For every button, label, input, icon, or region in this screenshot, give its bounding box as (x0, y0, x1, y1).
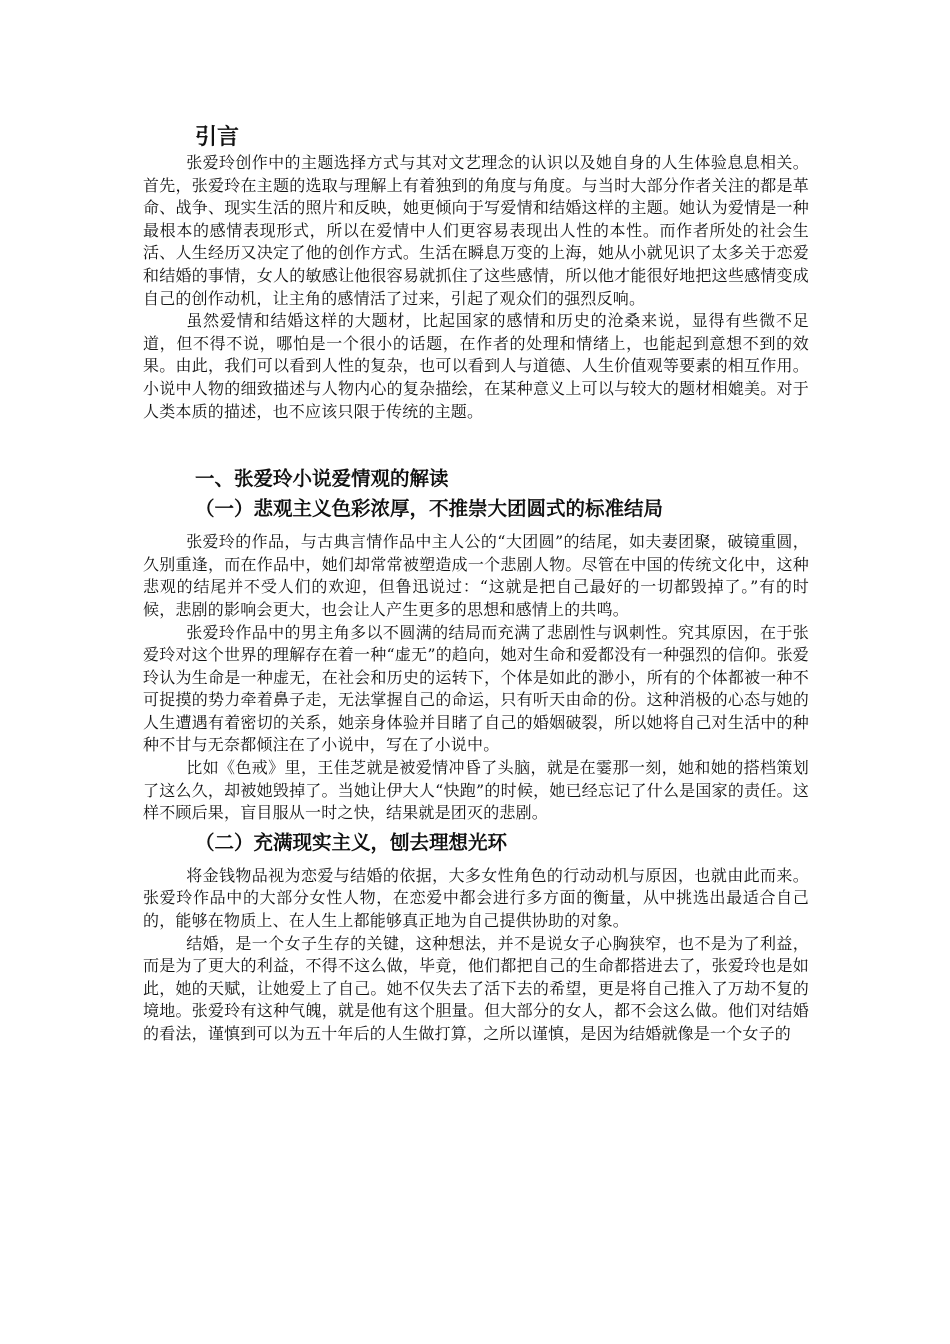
document-body (143, 124, 809, 1046)
subsection-2-paragraph-1: 将金钱物品视为恋爱与结婚的依据，大多女性角色的行动动机与原因，也就由此而来。张爱玲作品中的大部分女性人物，在恋爱中都会进行多方面的衡量，从中挑选出最适合自己的，能够在物质上、在人生上都能够真正地为自己提供协助的对象。 (143, 865, 809, 931)
intro-heading: 引言 (195, 125, 240, 150)
subsection-1-paragraph-1: 张爱玲的作品，与古典言情作品中主人公的“大团圆”的结尾，如夫妻团聚，破镜重圆，久别重逢，而在作品中，她们却常常被塑造成一个悲剧人物。尽管在中国的传统文化中，这种悲观的结尾并不受人们的欢迎，但鲁迅说过：“这就是把自己最好的一切都毁掉了。”有的时候，悲剧的影响会更大，也会让人产生更多的思想和感情上的共鸣。 (143, 532, 809, 619)
intro-paragraph-2: 虽然爱情和结婚这样的大题材，比起国家的感情和历史的沧桑来说，显得有些微不足道，但不得不说，哪怕是一个很小的话题，在作者的处理和情绪上，也能起到意想不到的效果。由此，我们可以看到人性的复杂，也可以看到人与道德、人生价值观等要素的相互作用。小说中人物的细致描述与人物内心的复杂描绘，在某种意义上可以与较大的题材相媲美。对于人类本质的描述，也不应该只限于传统的主题。 (143, 311, 809, 421)
subsection-1-paragraph-2: 张爱玲作品中的男主角多以不圆满的结局而充满了悲剧性与讽刺性。究其原因，在于张爱玲对这个世界的理解存在着一种“虚无”的趋向，她对生命和爱都没有一种强烈的信仰。张爱玲认为生命是一种虚无，在社会和历史的运转下，个体是如此的渺小，所有的个体都被一种不可捉摸的势力牵着鼻子走，无法掌握自己的命运，只有听天由命的份。这种消极的心态与她的人生遭遇有着密切的关系，她亲身体验并目睹了自己的婚姻破裂，所以她将自己对生活中的种种不甘与无奈都倾注在了小说中，写在了小说中。 (143, 622, 809, 755)
intro-paragraph-1: 张爱玲创作中的主题选择方式与其对文艺理念的认识以及她自身的人生体验息息相关。首先，张爱玲在主题的选取与理解上有着独到的角度与角度。与当时大部分作者关注的都是革命、战争、现实生活的照片和反映，她更倾向于写爱情和结婚这样的主题。她认为爱情是一种最根本的感情表现形式，所以在爱情中人们更容易表现出人性的本性。而作者所处的社会生活、人生经历又决定了他的创作方式。生活在瞬息万变的上海，她从小就见识了太多关于恋爱和结婚的事情，女人的敏感让他很容易就抓住了这些感情，所以他才能很好地把这些感情变成自己的创作动机，让主角的感情活了过来，引起了观众们的强烈反响。 (143, 153, 809, 308)
subsection-2-heading: （二）充满现实主义，刨去理想光环 (195, 830, 508, 854)
section-1-heading: 一、张爱玲小说爱情观的解读 (195, 467, 449, 491)
subsection-1-heading: （一）悲观主义色彩浓厚，不推崇大团圆式的标准结局 (195, 497, 664, 521)
subsection-1-paragraph-3: 比如《色戒》里，王佳芝就是被爱情冲昏了头脑，就是在霎那一刻，她和她的搭档策划了这么久，却被她毁掉了。当她让伊大人“快跑”的时候，她已经忘记了什么是国家的责任。这样不顾后果，盲目服从一时之快，结果就是团灭的悲剧。 (143, 758, 809, 823)
subsection-2-paragraph-2: 结婚，是一个女子生存的关键，这种想法，并不是说女子心胸狭窄，也不是为了利益，而是为了更大的利益，不得不这么做，毕竟，他们都把自己的生命都搭进去了，张爱玲也是如此，她的天赋，让她爱上了自己。她不仅失去了活下去的希望，更是将自己推入了万劫不复的境地。张爱玲有这种气魄，就是他有这个胆量。但大部分的女人，都不会这么做。他们对结婚的看法，谨慎到可以为五十年后的人生做打算，之所以谨慎，是因为结婚就像是一个女子的 (143, 933, 809, 1043)
